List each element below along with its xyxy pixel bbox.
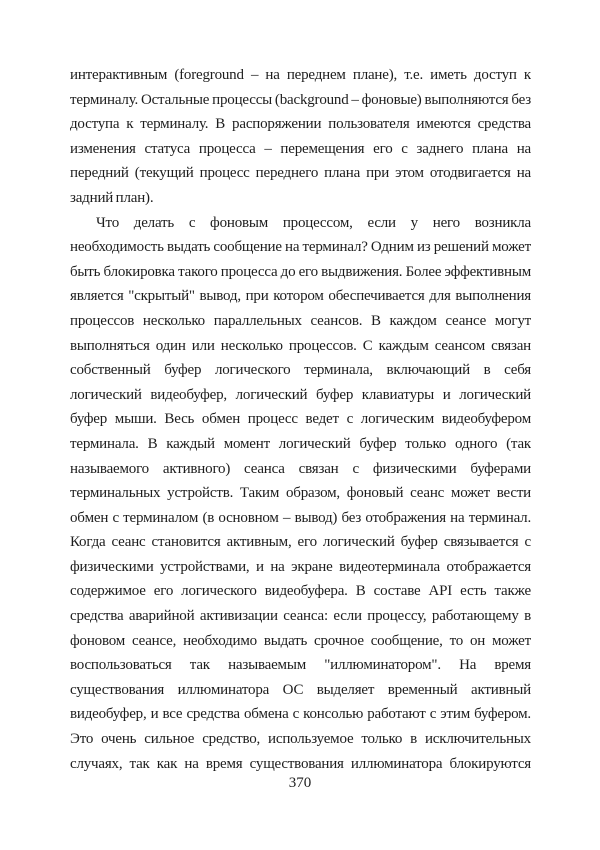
text-line: содержимое его логического видеобуфера. В составе API есть также (70, 583, 531, 600)
text-line: существования иллюминатора ОС выделяет временный активный (70, 681, 531, 698)
page-text (70, 63, 531, 776)
text-line: буфер мыши. Весь обмен процесс ведет с логическим видеобуфером (70, 411, 531, 428)
text-line: доступа к терминалу. В распоряжении пользователя имеются средства (70, 116, 531, 133)
text-line: называемого активного) сеанса связан с физическими буферами (70, 460, 531, 477)
text-line: выполняться один или несколько процессов. С каждым сеансом связан (70, 337, 531, 354)
text-line: передний (текущий процесс переднего плана при этом отодвигается на (70, 165, 531, 182)
text-line: обмен с терминалом (в основном – вывод) без отображения на терминал. (70, 509, 531, 526)
text-line: физическими устройствами, и на экране видеотерминала отображается (70, 558, 531, 575)
page-number: 370 (288, 775, 312, 791)
text-line: Это очень сильное средство, используемое только в исключительных (70, 731, 531, 748)
text-line: необходимость выдать сообщение на терминал? Одним из решений может (70, 239, 531, 256)
text-line: Когда сеанс становится активным, его логический буфер связывается с (70, 534, 531, 551)
text-line: видеобуфер, и все средства обмена с консолью работают с этим буфером. (70, 706, 531, 723)
text-line: средства аварийной активизации сеанса: если процессу, работающему в (70, 608, 531, 625)
text-line: терминала. В каждый момент логический буфер только одного (так (70, 435, 531, 452)
text-line: Что делать с фоновым процессом, если у него возникла (96, 214, 531, 231)
text-line: собственный буфер логического терминала, включающий в себя (70, 362, 531, 379)
text-line: случаях, так как на время существования иллюминатора блокируются (70, 755, 531, 772)
text-line: является "скрытый" вывод, при котором обеспечивается для выполнения (70, 288, 531, 305)
text-line: быть блокировка такого процесса до его выдвижения. Более эффективным (70, 263, 531, 280)
text-line: логический видеобуфер, логический буфер клавиатуры и логический (70, 386, 531, 403)
text-line: интерактивным (foreground – на переднем плане), т.е. иметь доступ к (70, 67, 531, 83)
text-line: изменения статуса процесса – перемещения его с заднего плана на (70, 140, 531, 157)
text-line: процессов несколько параллельных сеансов. В каждом сеансе могут (70, 312, 531, 329)
text-line: воспользоваться так называемым "иллюминатором". На время (70, 657, 531, 674)
text-line: терминалу. Остальные процессы (background – фоновые) выполняются без (70, 91, 531, 108)
text-line: задний план). (70, 189, 154, 206)
text-line: терминальных устройств. Таким образом, фоновый сеанс может вести (70, 485, 531, 502)
text-line: фоновом сеансе, необходимо выдать срочное сообщение, то он может (70, 632, 531, 649)
